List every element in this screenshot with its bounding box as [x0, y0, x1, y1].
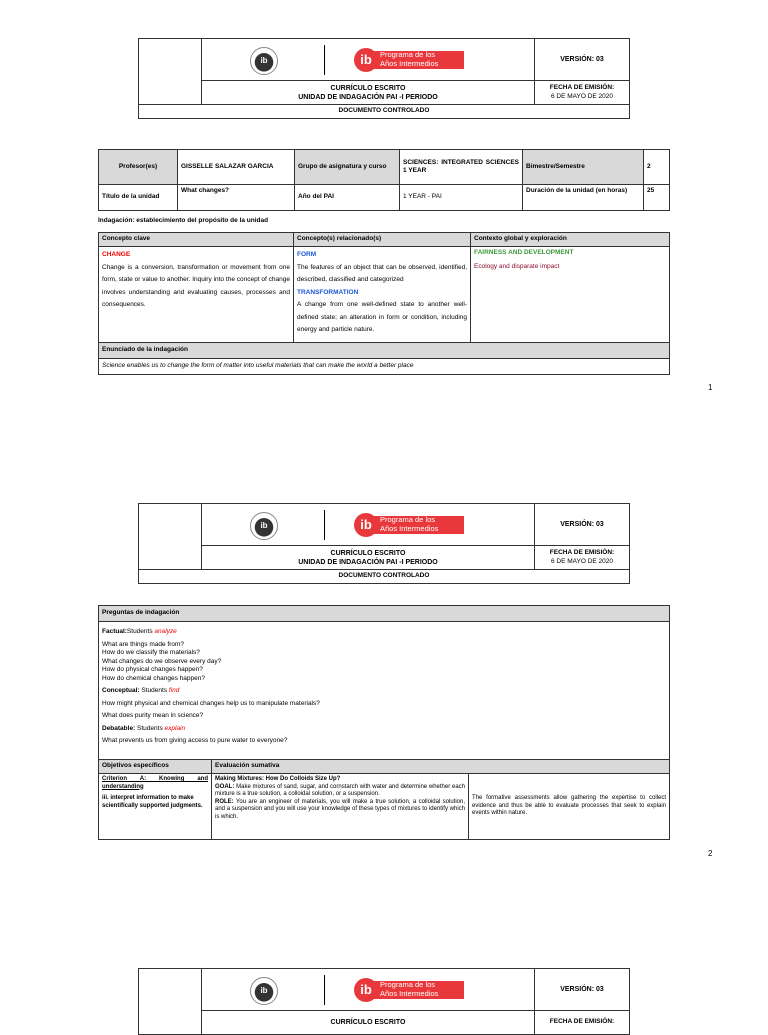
document-header-1	[138, 38, 630, 119]
unit-info-table	[98, 149, 670, 211]
period-label: Bimestre/Semestre	[523, 150, 644, 185]
ib-seal-logo: ib	[250, 512, 278, 540]
group-label: Grupo de asignatura y curso	[295, 150, 400, 185]
conceptual-question: What does purity mean in science?	[102, 712, 204, 719]
summative-task-cell: Making Mixtures: How Do Colloids Size Up? GOAL: Make mixtures of sand, sugar, and cornstarch with water and determine whether each mixture is a true solution, a colloidal solution, or a suspension. ROLE: You are an engineer of materials, you will make a true solution, a colloidal solution, and a suspension and you will use your knowledge of these types of mixtures to identify which is which.	[212, 774, 469, 840]
document-title: CURRÍCULO ESCRITO UNIDAD DE INDAGACIÓN PAI -I PERIODO	[202, 546, 535, 570]
version-label: VERSIÓN: 03	[535, 504, 630, 546]
header-blank-cell	[139, 39, 202, 105]
header-logo-cell: ib Programa de los Años Intermedios ib	[202, 39, 535, 81]
version-label: VERSIÓN: 03	[535, 969, 630, 1011]
logo-divider	[324, 45, 325, 75]
header-logo-cell: ib Programa de los Años Intermedios ib	[202, 969, 535, 1011]
summative-label: Evaluación sumativa	[212, 760, 670, 774]
teacher-value: GISSELLE SALAZAR GARCIA	[178, 150, 295, 185]
hours-label: Duración de la unidad (en horas)	[523, 185, 644, 211]
issue-date: FECHA DE EMISIÓN:	[535, 1011, 630, 1035]
page-number-2: 2	[708, 849, 713, 858]
statement-label: Enunciado de la indagación	[99, 343, 670, 359]
factual-question: How do chemical changes happen?	[102, 674, 205, 682]
factual-question: What are things made from?	[102, 640, 185, 648]
header-blank-cell	[139, 504, 202, 570]
year-label: Año del PAI	[295, 185, 400, 211]
factual-question: What changes do we observe every day?	[102, 657, 222, 665]
related-concepts-cell: FORM The features of an object that can be observed, identified, described, classified and categorized TRANSFORMATION A change from one well-defined state to another well-defined state; an alteration in form or condition, including energy and particle nature.	[294, 247, 471, 343]
key-concept-cell: CHANGE Change is a conversion, transformation or movement from one form, state or value to another. Inquiry into the concept of change involves understanding and evaluating causes, processes and consequences.	[99, 247, 294, 343]
hours-value: 25	[644, 185, 670, 211]
issue-date: FECHA DE EMISIÓN: 6 DE MAYO DE 2020	[535, 546, 630, 570]
questions-heading: Preguntas de indagación	[99, 606, 670, 622]
unit-title-value: What changes?	[178, 185, 295, 211]
conceptual-question: How might physical and chemical changes help us to manipulate materials?	[102, 699, 320, 707]
logo-divider	[324, 510, 325, 540]
document-title: CURRÍCULO ESCRITO	[202, 1011, 535, 1035]
document-header-3	[138, 968, 630, 1035]
factual-question: How do we classify the materials?	[102, 649, 200, 656]
global-context-label: Contexto global y exploración	[471, 233, 670, 247]
header-blank-cell	[139, 969, 202, 1035]
inquiry-heading: Indagación: establecimiento del propósito de la unidad	[98, 217, 269, 224]
ib-seal-logo: ib	[250, 47, 278, 75]
debatable-question: What prevents us from giving access to pure water to everyone?	[102, 737, 288, 744]
document-header-2	[138, 503, 630, 584]
factual-question: How do physical changes happen?	[102, 666, 203, 673]
key-concept-label: Concepto clave	[99, 233, 294, 247]
criterion-cell: Criterion A: Knowing and understanding iii. interpret information to make scientifically supported judgments.	[99, 774, 212, 840]
inquiry-questions-table	[98, 605, 670, 840]
inquiry-table	[98, 232, 670, 375]
version-label: VERSIÓN: 03	[535, 39, 630, 81]
statement-of-inquiry: Science enables us to change the form of matter into useful materials that can make the world a better place	[99, 359, 670, 375]
year-value: 1 YEAR - PAI	[400, 185, 523, 211]
header-logo-cell: ib Programa de los Años Intermedios ib	[202, 504, 535, 546]
objectives-label: Objetivos específicos	[99, 760, 212, 774]
page-number-1: 1	[708, 383, 713, 392]
related-concepts-label: Concepto(s) relacionado(s)	[294, 233, 471, 247]
global-context-cell: FAIRNESS AND DEVELOPMENT Ecology and disparate impact	[471, 247, 670, 343]
group-value: SCIENCES: INTEGRATED SCIENCES 1 YEAR	[400, 150, 523, 185]
formative-cell: The formative assessments allow gathering the expertise to collect evidence and thus be able to evaluate processes that seek to explain events within nature.	[469, 774, 670, 840]
controlled-document-label: DOCUMENTO CONTROLADO	[139, 105, 630, 119]
issue-date: FECHA DE EMISIÓN: 6 DE MAYO DE 2020	[535, 81, 630, 105]
period-value: 2	[644, 150, 670, 185]
questions-cell: Factual:Students analyze What are things made from? How do we classify the materials? What changes do we observe every day? How do physical changes happen? How do chemical changes happen? Conceptual: Students find How might physical and chemical changes help us to manipulate materials? What does purity mean in science? Debatable: Students explain What prevents us from giving access to pure water to everyone?	[99, 622, 670, 760]
unit-title-label: Título de la unidad	[99, 185, 178, 211]
controlled-document-label: DOCUMENTO CONTROLADO	[139, 570, 630, 584]
logo-divider	[324, 975, 325, 1005]
teacher-label: Profesor(es)	[99, 150, 178, 185]
document-title: CURRÍCULO ESCRITO UNIDAD DE INDAGACIÓN PAI -I PERIODO	[202, 81, 535, 105]
ib-seal-logo: ib	[250, 977, 278, 1005]
